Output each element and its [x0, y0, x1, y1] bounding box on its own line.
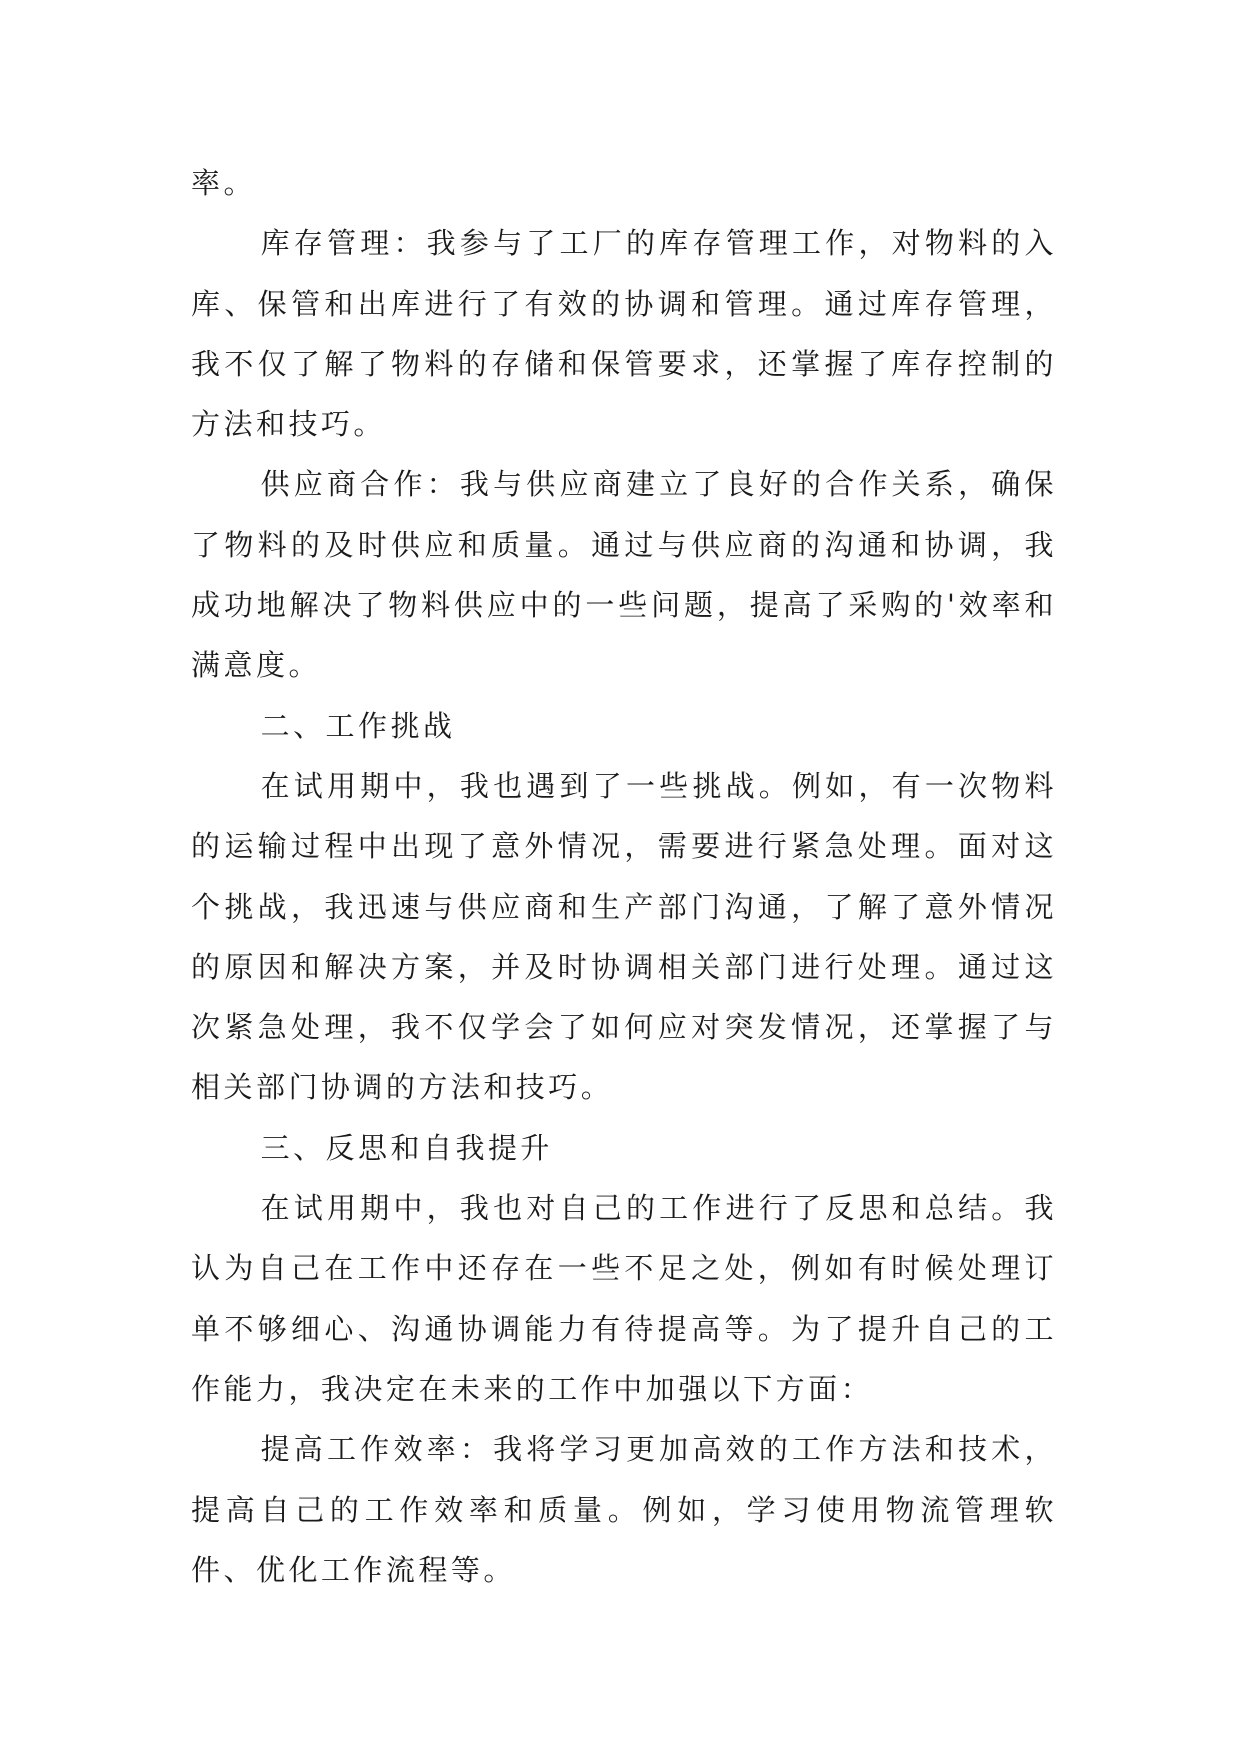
supplier-cooperation-paragraph: 供应商合作：我与供应商建立了良好的合作关系，确保了物料的及时供应和质量。通过与供应商的沟通和协调，我成功地解决了物料供应中的一些问题，提高了采购的'效率和满意度。 — [191, 467, 1057, 683]
inventory-management-paragraph: 库存管理：我参与了工厂的库存管理工作，对物料的入库、保管和出库进行了有效的协调和管理。通过库存管理，我不仅了解了物料的存储和保管要求，还掌握了库存控制的方法和技巧。 — [191, 226, 1057, 442]
document-body — [191, 153, 1057, 1600]
section-heading-reflection: 三、反思和自我提升 — [260, 1130, 553, 1165]
continuation-paragraph: 率。 — [191, 166, 256, 200]
efficiency-improvement-paragraph: 提高工作效率：我将学习更加高效的工作方法和技术，提高自己的工作效率和质量。例如，学习使用物流管理软件、优化工作流程等。 — [191, 1432, 1057, 1587]
work-challenges-paragraph: 在试用期中，我也遇到了一些挑战。例如，有一次物料的运输过程中出现了意外情况，需要进行紧急处理。面对这个挑战，我迅速与供应商和生产部门沟通，了解了意外情况的原因和解决方案，并及时协调相关部门进行处理。通过这次紧急处理，我不仅学会了如何应对突发情况，还掌握了与相关部门协调的方法和技巧。 — [191, 768, 1057, 1105]
reflection-paragraph: 在试用期中，我也对自己的工作进行了反思和总结。我认为自己在工作中还存在一些不足之处，例如有时候处理订单不够细心、沟通协调能力有待提高等。为了提升自己的工作能力，我决定在未来的工作中加强以下方面： — [191, 1191, 1057, 1406]
section-heading-work-challenges: 二、工作挑战 — [260, 708, 456, 743]
